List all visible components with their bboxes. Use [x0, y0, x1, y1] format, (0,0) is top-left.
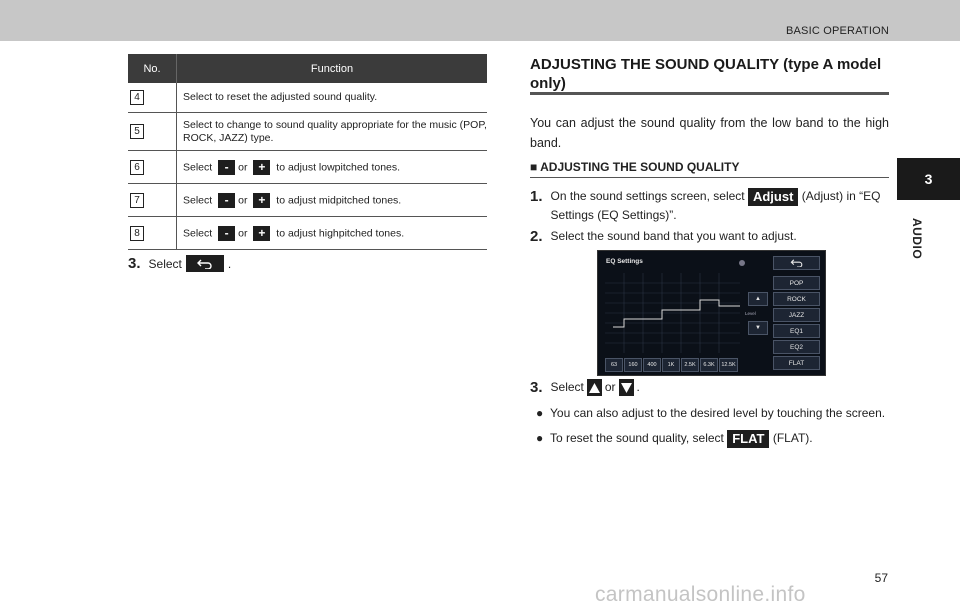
list-item: ● You can also adjust to the desired level by touching the screen.: [536, 406, 886, 420]
back-arrow-icon: [186, 255, 224, 272]
band-6-3k: 6.3K: [700, 358, 718, 372]
preset-flat: FLAT: [773, 356, 820, 370]
plus-button-icon: +: [253, 160, 270, 175]
eq-title: EQ Settings: [606, 258, 643, 265]
band-12-5k: 12.5K: [719, 358, 738, 372]
band-400: 400: [643, 358, 661, 372]
section-title: BASIC OPERATION: [785, 25, 889, 37]
heading-divider: [530, 92, 889, 95]
tips-list: [530, 404, 889, 455]
table-row: [128, 151, 487, 184]
preset-pop: POP: [773, 276, 820, 290]
row-number: 8: [130, 226, 144, 241]
row-description: Select to change to sound quality appropriate for the music (POP, ROCK, JAZZ) type.: [177, 113, 488, 151]
band-2-5k: 2.5K: [681, 358, 699, 372]
row-number: 6: [130, 160, 144, 175]
minus-button-icon: -: [218, 226, 235, 241]
table-header-row: [128, 54, 487, 83]
column-header-function: Function: [177, 54, 488, 83]
back-arrow-icon: [773, 256, 820, 270]
band-1k: 1K: [662, 358, 680, 372]
level-down-arrow-icon: ▼: [748, 321, 768, 335]
level-label: Level: [745, 311, 756, 316]
adjust-button-icon: Adjust: [748, 188, 798, 206]
step-2: 2. Select the sound band that you want to adjust.: [530, 228, 797, 245]
page-number: 57: [874, 571, 888, 585]
table-row: [128, 184, 487, 217]
indicator-dot-icon: [739, 260, 745, 266]
step-1: 1. On the sound settings screen, select Adjust (Adjust) in “EQ Settings (EQ Settings)”.: [530, 188, 881, 222]
minus-button-icon: -: [218, 193, 235, 208]
column-header-no: No.: [128, 54, 177, 83]
page-title: ADJUSTING THE SOUND QUALITY (type A model only): [530, 56, 882, 92]
band-160: 160: [624, 358, 642, 372]
level-up-arrow-icon: ▲: [748, 292, 768, 306]
table-row: [128, 217, 487, 250]
row-description: Select - or + to adjust lowpitched tones.: [177, 151, 488, 184]
intro-paragraph: You can adjust the sound quality from the low band to the high band.: [530, 116, 889, 150]
band-63: 63: [605, 358, 623, 372]
row-description: Select to reset the adjusted sound quality.: [177, 83, 488, 113]
preset-jazz: JAZZ: [773, 308, 820, 322]
minus-button-icon: -: [218, 160, 235, 175]
row-description: Select - or + to adjust highpitched tones.: [177, 217, 488, 250]
flat-button-icon: FLAT: [727, 430, 769, 448]
subheading: ■ ADJUSTING THE SOUND QUALITY: [530, 160, 740, 174]
table-row: [128, 113, 487, 151]
row-number: 7: [130, 193, 144, 208]
step-3: 3. Select or .: [530, 379, 640, 396]
eq-curve-graph: [605, 273, 740, 353]
plus-button-icon: +: [253, 193, 270, 208]
plus-button-icon: +: [253, 226, 270, 241]
watermark: carmanualsonline.info: [595, 583, 806, 606]
down-triangle-icon: [619, 379, 634, 396]
eq-settings-screen: [597, 250, 826, 376]
preset-eq1: EQ1: [773, 324, 820, 338]
up-triangle-icon: [587, 379, 602, 396]
row-description: Select - or + to adjust midpitched tones.: [177, 184, 488, 217]
chapter-tab: 3: [897, 158, 960, 200]
function-table: [128, 54, 487, 250]
row-number: 5: [130, 124, 144, 139]
row-number: 4: [130, 90, 144, 105]
preset-eq2: EQ2: [773, 340, 820, 354]
preset-rock: ROCK: [773, 292, 820, 306]
subheading-divider: [530, 177, 889, 178]
left-step-3: 3. Select .: [128, 255, 232, 272]
chapter-label: AUDIO: [910, 218, 924, 260]
table-row: [128, 83, 487, 113]
list-item: ● To reset the sound quality, select FLAT (FLAT).: [536, 430, 813, 446]
